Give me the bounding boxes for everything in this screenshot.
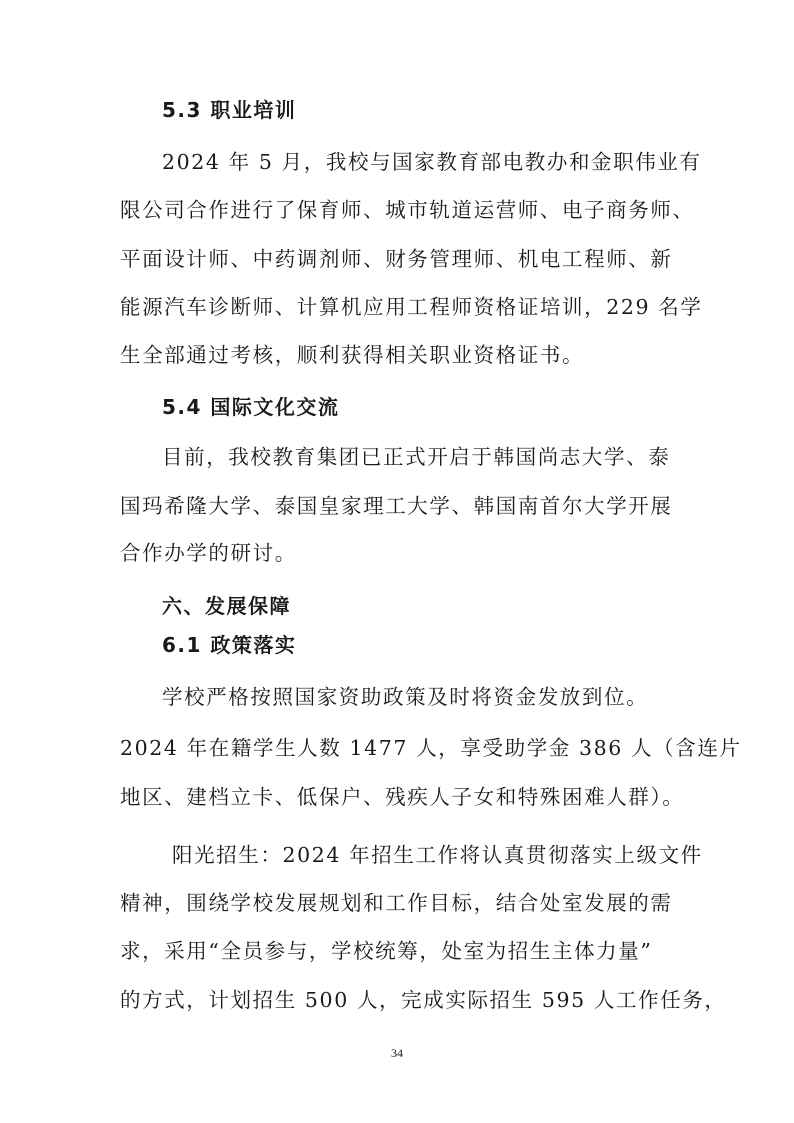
heading-5-4: 5.4 国际文化交流	[162, 395, 340, 419]
paragraph-line: 求，采用“全员参与，学校统筹，处室为招生主体力量”	[120, 939, 653, 963]
paragraph-line: 阳光招生：2024 年招生工作将认真贯彻落实上级文件	[172, 843, 703, 867]
paragraph-line: 学校严格按照国家资助政策及时将资金发放到位。	[162, 685, 649, 709]
paragraph-line: 的方式，计划招生 500 人，完成实际招生 595 人工作任务，	[120, 988, 727, 1012]
paragraph-line: 2024 年 5 月，我校与国家教育部电教办和金职伟业有	[162, 150, 702, 174]
paragraph-line: 平面设计师、中药调剂师、财务管理师、机电工程师、新	[120, 247, 673, 271]
paragraph-line: 生全部通过考核，顺利获得相关职业资格证书。	[120, 343, 585, 367]
paragraph-line: 2024 年在籍学生人数 1477 人，享受助学金 386 人（含连片	[120, 736, 742, 760]
paragraph-line: 合作办学的研讨。	[120, 541, 297, 565]
heading-6: 六、发展保障	[162, 594, 291, 618]
paragraph-line: 地区、建档立卡、低保户、残疾人子女和特殊困难人群）。	[120, 785, 685, 809]
page-number: 34	[391, 1046, 403, 1060]
paragraph-line: 目前，我校教育集团已正式开启于韩国尚志大学、泰	[162, 445, 671, 469]
heading-6-1: 6.1 政策落实	[162, 633, 297, 657]
paragraph-line: 能源汽车诊断师、计算机应用工程师资格证培训，229 名学	[120, 295, 703, 319]
paragraph-line: 国玛希隆大学、泰国皇家理工大学、韩国南首尔大学开展	[120, 494, 673, 518]
heading-5-3: 5.3 职业培训	[162, 98, 297, 122]
paragraph-line: 限公司合作进行了保育师、城市轨道运营师、电子商务师、	[120, 198, 695, 222]
paragraph-line: 精神，围绕学校发展规划和工作目标，结合处室发展的需	[120, 891, 673, 915]
